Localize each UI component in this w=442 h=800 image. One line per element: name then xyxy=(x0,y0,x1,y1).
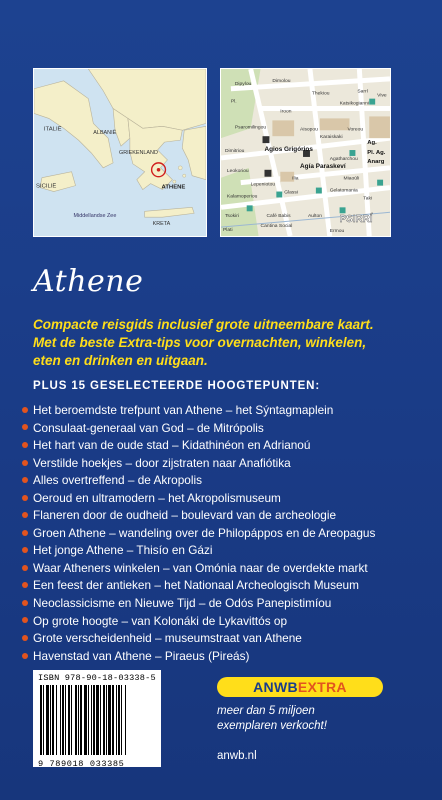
bullet-icon xyxy=(22,530,28,536)
barcode-bar xyxy=(88,685,89,755)
barcode-bar xyxy=(103,685,105,755)
list-item-text: Grote verscheidenheid – museumstraat van Athene xyxy=(33,631,302,646)
street-label: Plati xyxy=(222,228,233,234)
bullet-icon xyxy=(22,477,28,483)
list-item xyxy=(22,648,375,666)
street-label: Aisopou xyxy=(300,127,318,133)
isbn-text: ISBN 978-90-18-03338-5 xyxy=(38,673,156,683)
list-item xyxy=(22,525,375,543)
poi-label: Vive xyxy=(377,93,387,99)
street-label: Psaromilingou xyxy=(234,125,267,131)
poi-label: Ag. xyxy=(367,140,377,147)
street-label: Katsikogianni xyxy=(339,101,369,107)
street-label: Dipylou xyxy=(234,81,252,87)
barcode xyxy=(33,670,161,767)
anwb-extra-badge xyxy=(217,677,383,697)
bullet-icon xyxy=(22,407,28,413)
website-link[interactable]: anwb.nl xyxy=(217,750,257,762)
list-item xyxy=(22,472,375,490)
bullet-icon xyxy=(22,600,28,606)
list-item xyxy=(22,455,375,473)
tagline-line: Met de beste Extra-tips voor overnachten, winkelen, xyxy=(33,335,367,350)
district-label: PSIRRÍ xyxy=(339,214,373,226)
bullet-icon xyxy=(22,565,28,571)
map-label-griekenland: GRIEKENLAND xyxy=(119,149,158,156)
barcode-bar xyxy=(43,685,44,755)
barcode-bar xyxy=(75,685,77,755)
poi-label: Cantina Social xyxy=(260,224,293,230)
list-item xyxy=(22,630,375,648)
barcode-number: 9 789018 033385 xyxy=(38,759,125,769)
barcode-bar xyxy=(62,685,64,755)
barcode-bar xyxy=(108,685,111,755)
street-label: Dimolou xyxy=(272,78,291,84)
bullet-icon xyxy=(22,424,28,430)
barcode-bar xyxy=(96,685,99,755)
barcode-bar xyxy=(118,685,120,755)
list-item xyxy=(22,560,375,578)
list-item-text: Flaneren door de oudheid – boulevard van de archeologie xyxy=(33,508,337,523)
list-item xyxy=(22,613,375,631)
sales-claim-line: exemplaren verkocht! xyxy=(217,720,327,732)
bullet-icon xyxy=(22,653,28,659)
street-label: Leokoriou xyxy=(226,168,249,174)
list-item-text: Het beroemdste trefpunt van Athene – het Sýntagmaplein xyxy=(33,403,334,417)
list-item xyxy=(22,577,375,595)
bullet-icon xyxy=(22,635,28,641)
street-label: Lepeniotou xyxy=(250,182,276,188)
barcode-bar xyxy=(60,685,61,755)
street-label: Dimitriou xyxy=(224,149,245,155)
tagline-line: Compacte reisgids inclusief grote uitneembare kaart. xyxy=(33,317,374,332)
street-label: Tsokiri xyxy=(224,214,239,220)
poi-label: Agía Paraskeví xyxy=(300,162,346,170)
bullet-icon xyxy=(22,617,28,623)
bullet-icon xyxy=(22,460,28,466)
street-label: Ermou xyxy=(329,229,345,235)
list-item-text: Havenstad van Athene – Piraeus (Pireás) xyxy=(33,648,250,663)
barcode-bar xyxy=(84,685,87,755)
barcode-bar xyxy=(125,685,126,755)
list-item xyxy=(22,507,375,525)
barcode-bar xyxy=(68,685,70,755)
list-item-text: Consulaat-generaal van God – de Mitrópolis xyxy=(33,420,264,435)
map-label-albanie: ALBANIË xyxy=(93,130,117,137)
list-item-text: Op grote hoogte – van Kolonáki de Lykavittós op xyxy=(33,613,288,628)
list-item xyxy=(22,542,375,560)
list-item-text: Alles overtreffend – de Akropolis xyxy=(33,473,202,488)
map-label-kreta: KRETA xyxy=(152,221,171,228)
barcode-bar xyxy=(56,685,57,755)
list-item-text: Neoclassicisme en Nieuwe Tijd – de Odós Panepistimíou xyxy=(33,596,332,611)
barcode-bar xyxy=(50,685,51,755)
list-item-text: Het jonge Athene – Thisío en Gázi xyxy=(33,543,213,558)
bullet-icon xyxy=(22,582,28,588)
highlights-list xyxy=(22,402,375,665)
bullet-icon xyxy=(22,547,28,553)
map-label-athene: ATHENE xyxy=(161,184,186,191)
street-label: Voreou xyxy=(347,127,364,133)
list-item-text: Oeroud en ultramodern – het Akropolismuseum xyxy=(33,490,281,505)
list-item-text: Het hart van de oude stad – Kidathinéon en Adrianoú xyxy=(33,438,311,453)
barcode-bar xyxy=(65,685,66,755)
barcode-bar xyxy=(106,685,107,755)
barcode-bar xyxy=(78,685,79,755)
map-label-sicilie: SICILIË xyxy=(36,183,57,190)
street-map xyxy=(220,68,391,237)
bullet-icon xyxy=(22,512,28,518)
street-label: Sarrí xyxy=(357,89,369,95)
highlights-heading: PLUS 15 GESELECTEERDE HOOGTEPUNTEN: xyxy=(33,380,321,392)
badge-extra: EXTRA xyxy=(297,679,347,695)
overview-map-svg xyxy=(34,69,206,236)
list-item xyxy=(22,490,375,508)
barcode-bar xyxy=(80,685,82,755)
street-label: Miaoúli xyxy=(343,176,360,182)
book-title: Athene xyxy=(33,264,144,299)
street-label: Aulton xyxy=(307,214,322,220)
sales-claim xyxy=(217,704,327,734)
tagline-line: eten en drinken en uitgaan. xyxy=(33,353,208,368)
street-label: Kalamoperiou xyxy=(226,194,258,200)
street-map-svg xyxy=(221,69,390,236)
barcode-bar xyxy=(40,685,42,755)
poi-label: Glassi xyxy=(284,190,298,196)
barcode-bar xyxy=(52,685,54,755)
list-item-text: Waar Atheners winkelen – van Omónia naar de overdekte markt xyxy=(33,560,368,575)
street-label: Karaiskaki xyxy=(319,135,343,141)
list-item-text: Groen Athene – wandeling over de Philopáppos en de Areopagus xyxy=(33,525,376,540)
street-label: Pl. xyxy=(230,99,237,105)
street-label: Iroon xyxy=(280,109,292,115)
street-label: Agatharchou xyxy=(329,156,358,162)
poi-label: Pl. Ag. xyxy=(367,149,386,156)
tagline xyxy=(33,316,413,370)
list-item-text: Een feest der antieken – het Nationaal Archeologisch Museum xyxy=(33,578,359,593)
poi-label: Anarg xyxy=(367,158,385,165)
barcode-bar xyxy=(71,685,72,755)
list-item-text: Verstilde hoekjes – door zijstraten naar Anafiótika xyxy=(33,455,291,470)
barcode-bars xyxy=(38,685,156,755)
barcode-bar xyxy=(116,685,117,755)
barcode-bar xyxy=(112,685,114,755)
map-label-zee: Middellandse Zee xyxy=(73,213,117,220)
barcode-bar xyxy=(121,685,122,755)
poi-label: Gelatomania xyxy=(329,188,358,194)
barcode-bar xyxy=(93,685,95,755)
poi-label: Agios Grigórios xyxy=(264,146,313,154)
street-label: Taki xyxy=(363,196,373,202)
list-item xyxy=(22,595,375,613)
bullet-icon xyxy=(22,495,28,501)
list-item xyxy=(22,437,375,455)
street-label: Ilia xyxy=(292,176,299,182)
list-item xyxy=(22,402,375,420)
map-label-italie: ITALIË xyxy=(43,126,62,133)
street-label: Thekiou xyxy=(311,91,330,97)
bullet-icon xyxy=(22,442,28,448)
poi-label: Café Babis xyxy=(266,214,291,220)
overview-map xyxy=(33,68,207,237)
barcode-bar xyxy=(91,685,92,755)
badge-anwb: ANWB xyxy=(253,679,298,695)
list-item xyxy=(22,420,375,438)
sales-claim-line: meer dan 5 miljoen xyxy=(217,705,315,717)
barcode-bar xyxy=(100,685,101,755)
barcode-bar xyxy=(46,685,49,755)
